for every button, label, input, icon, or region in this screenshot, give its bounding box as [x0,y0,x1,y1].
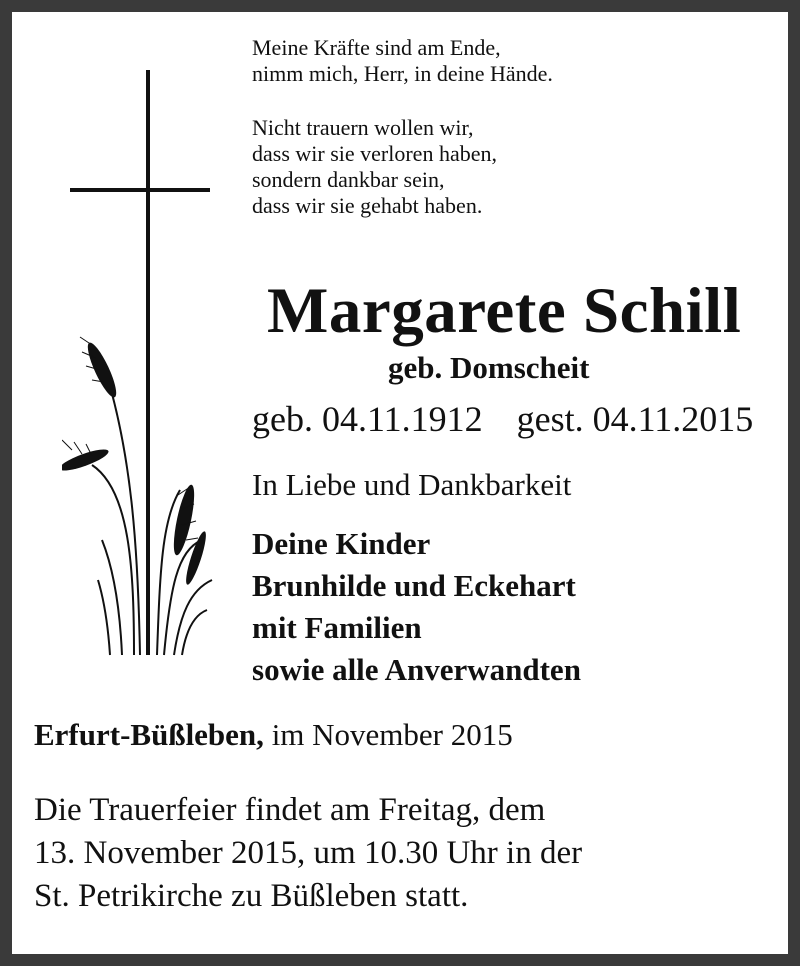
place-name: Erfurt-Büßleben, [34,717,264,752]
funeral-service-info [34,789,754,918]
quote-line: Meine Kräfte sind am Ende, [252,35,501,60]
quote-line: nimm mich, Herr, in deine Hände. [252,61,553,86]
service-line: 13. November 2015, um 10.30 Uhr in der [34,835,583,871]
birth-date: geb. 04.11.1912 [252,399,483,439]
service-line: Die Trauerfeier findet am Freitag, dem [34,792,546,828]
date-text: im November 2015 [271,717,513,752]
quote-stanza-2 [252,115,497,219]
life-dates [252,398,753,440]
death-date: gest. 04.11.2015 [516,399,754,439]
mourner-line: Brunhilde und Eckehart [252,568,576,603]
quote-line: dass wir sie verloren haben, [252,141,497,166]
maiden-name: geb. Domscheit [388,350,590,385]
mourner-line: mit Familien [252,610,422,645]
mourners-list [252,523,581,691]
service-line: St. Petrikirche zu Büßleben statt. [34,878,469,914]
quote-stanza-1 [252,35,553,87]
quote-line: dass wir sie gehabt haben. [252,193,483,218]
mourner-line: Deine Kinder [252,526,431,561]
mourners-intro: In Liebe und Dankbarkeit [252,467,572,502]
place-date [34,717,513,753]
mourner-line: sowie alle Anverwandten [252,652,581,687]
quote-line: Nicht trauern wollen wir, [252,115,474,140]
quote-line: sondern dankbar sein, [252,167,445,192]
deceased-name: Margarete Schill [267,275,742,347]
cross-with-wheat-icon [62,70,232,660]
